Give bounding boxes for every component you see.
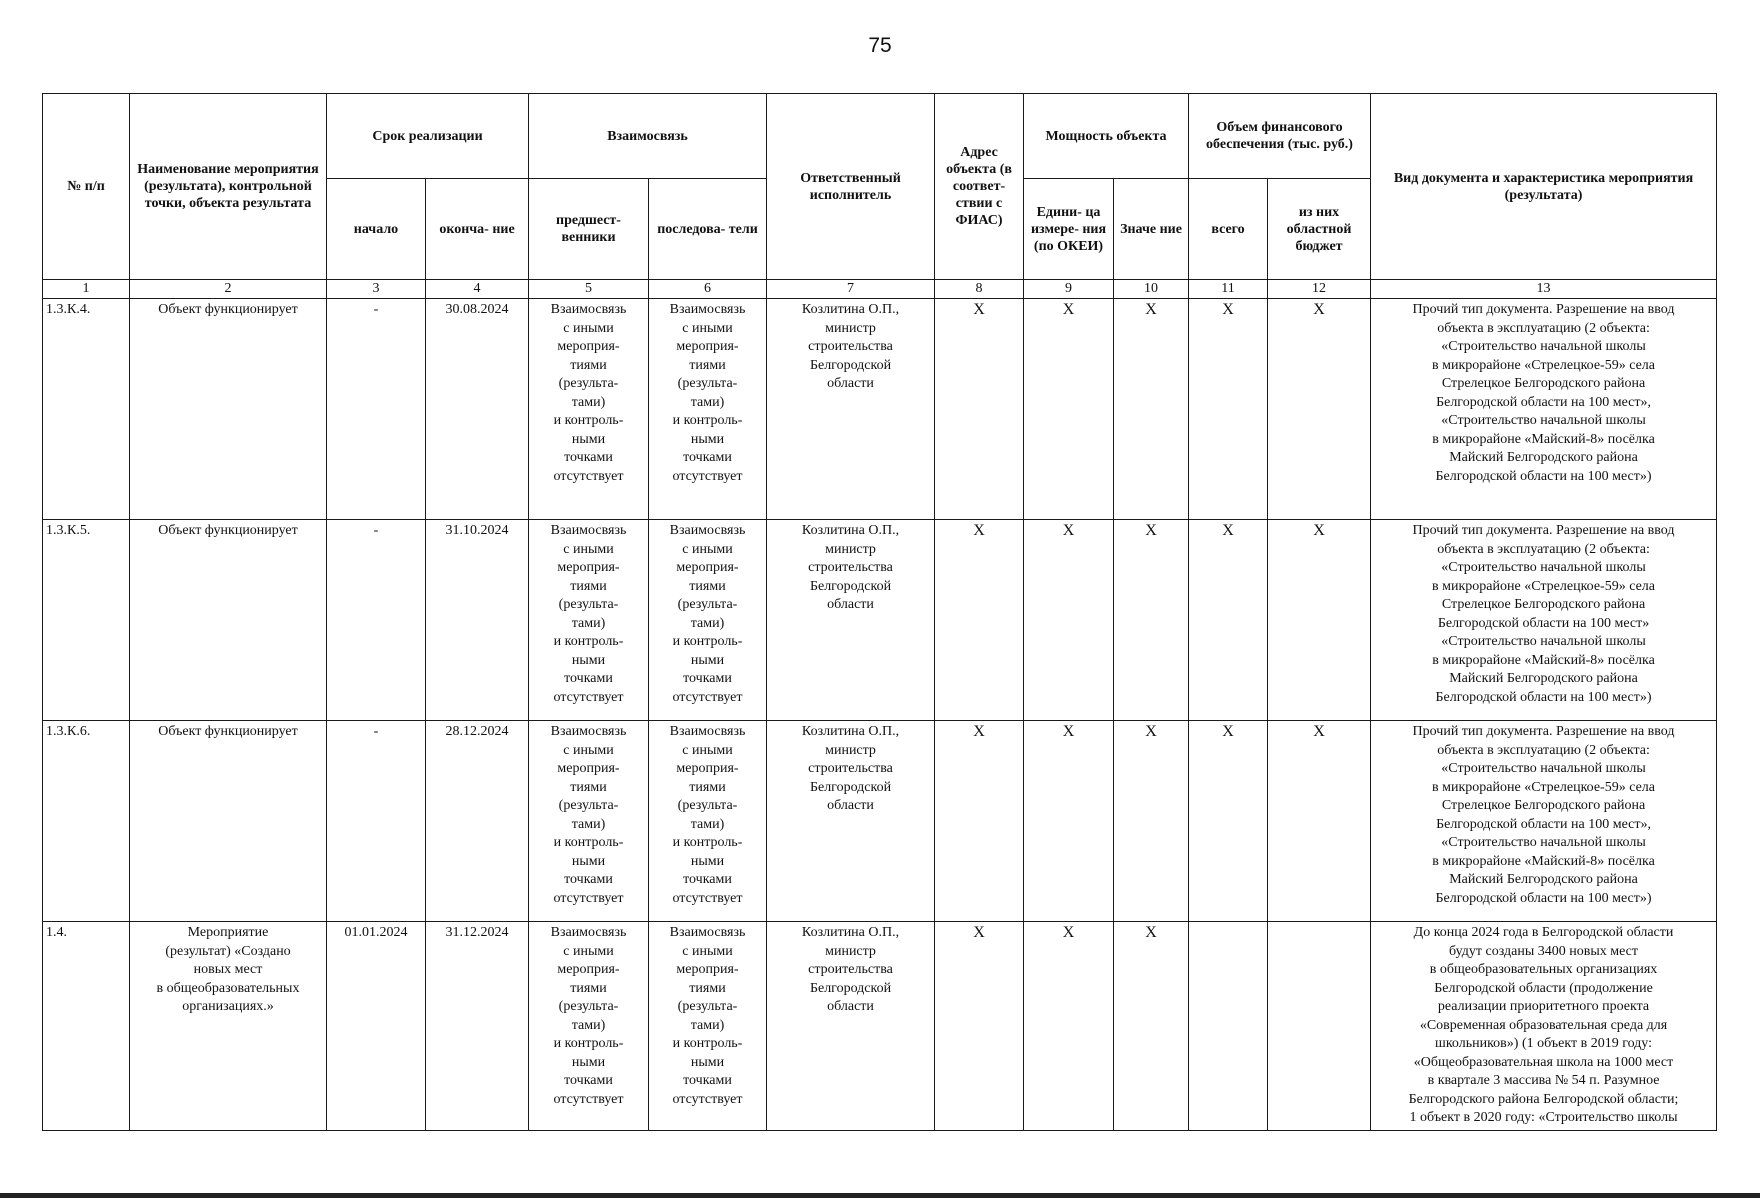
row-address: X [935, 520, 1024, 721]
header-row-top [43, 94, 1717, 179]
row-document: Прочий тип документа. Разрешение на ввод объекта в эксплуатацию (2 объекта: «Строительство начальной школы в микрорайоне «Стрелецкое-59» села Стрелецкое Белгородского района Белгородской области на 100 мест», «Строительство начальной школы в микрорайоне «Майский-8» посёлка Майский Белгородского района Белгородской области на 100 мест») [1371, 721, 1717, 922]
table-row [43, 721, 1717, 922]
header-term-group: Срок реализации [327, 94, 529, 179]
row-total: X [1189, 721, 1268, 922]
header-power-group: Мощность объекта [1024, 94, 1189, 179]
row-regional-budget: X [1268, 721, 1371, 922]
header-unit: Едини- ца измере- ния (по ОКЕИ) [1024, 179, 1114, 280]
column-number: 9 [1024, 280, 1114, 299]
header-regional-budget: из них областной бюджет [1268, 179, 1371, 280]
header-address: Адрес объекта (в соответ- ствии с ФИАС) [935, 94, 1024, 280]
row-number: 1.3.К.6. [43, 721, 130, 922]
measures-table [42, 93, 1717, 1131]
row-successors: Взаимосвязь с иными мероприя- тиями (результа- тами) и контроль- ными точками отсутствует [649, 922, 767, 1131]
header-successors: последова- тели [649, 179, 767, 280]
column-number: 11 [1189, 280, 1268, 299]
row-responsible: Козлитина О.П., министр строительства Белгородской области [767, 922, 935, 1131]
header-relation-group: Взаимосвязь [529, 94, 767, 179]
row-document: Прочий тип документа. Разрешение на ввод объекта в эксплуатацию (2 объекта: «Строительство начальной школы в микрорайоне «Стрелецкое-59» села Стрелецкое Белгородского района Белгородской области на 100 мест», «Строительство начальной школы в микрорайоне «Майский-8» посёлка Майский Белгородского района Белгородской области на 100 мест») [1371, 299, 1717, 520]
row-name: Объект функционирует [130, 299, 327, 520]
row-predecessors: Взаимосвязь с иными мероприя- тиями (результа- тами) и контроль- ными точками отсутствует [529, 922, 649, 1131]
row-start: - [327, 299, 426, 520]
header-finance-group: Объем финансового обеспечения (тыс. руб.) [1189, 94, 1371, 179]
row-value: X [1114, 922, 1189, 1131]
row-number: 1.4. [43, 922, 130, 1131]
row-regional-budget: X [1268, 299, 1371, 520]
header-responsible: Ответственный исполнитель [767, 94, 935, 280]
header-number: № п/п [43, 94, 130, 280]
row-start: - [327, 721, 426, 922]
row-value: X [1114, 299, 1189, 520]
header-value: Значе ние [1114, 179, 1189, 280]
table-row [43, 299, 1717, 520]
column-number: 4 [426, 280, 529, 299]
page-number: 75 [868, 34, 892, 57]
column-number: 5 [529, 280, 649, 299]
row-number: 1.3.К.5. [43, 520, 130, 721]
row-value: X [1114, 520, 1189, 721]
column-number: 6 [649, 280, 767, 299]
row-name: Объект функционирует [130, 520, 327, 721]
column-number: 7 [767, 280, 935, 299]
header-document: Вид документа и характеристика мероприятия (результата) [1371, 94, 1717, 280]
row-document: До конца 2024 года в Белгородской области будут созданы 3400 новых мест в общеобразовательных организациях Белгородской области (продолжение реализации приоритетного проекта «Современная образовательная среда для школьников») (1 объект в 2019 году: «Общеобразовательная школа на 1000 мест в квартале 3 массива № 54 п. Разумное Белгородского района Белгородской области; 1 объект в 2020 году: «Строительство школы [1371, 922, 1717, 1131]
row-unit: X [1024, 299, 1114, 520]
row-end: 31.12.2024 [426, 922, 529, 1131]
header-total: всего [1189, 179, 1268, 280]
column-number: 3 [327, 280, 426, 299]
row-unit: X [1024, 922, 1114, 1131]
row-successors: Взаимосвязь с иными мероприя- тиями (результа- тами) и контроль- ными точками отсутствует [649, 299, 767, 520]
header-predecessors: предшест- венники [529, 179, 649, 280]
column-number: 2 [130, 280, 327, 299]
row-regional-budget [1268, 922, 1371, 1131]
row-end: 28.12.2024 [426, 721, 529, 922]
row-value: X [1114, 721, 1189, 922]
column-number: 13 [1371, 280, 1717, 299]
row-predecessors: Взаимосвязь с иными мероприя- тиями (результа- тами) и контроль- ными точками отсутствует [529, 520, 649, 721]
column-number: 10 [1114, 280, 1189, 299]
row-number: 1.3.К.4. [43, 299, 130, 520]
row-total: X [1189, 299, 1268, 520]
table-row [43, 922, 1717, 1131]
table-row [43, 520, 1717, 721]
row-start: 01.01.2024 [327, 922, 426, 1131]
page-bottom-edge [0, 1193, 1760, 1198]
column-number: 8 [935, 280, 1024, 299]
row-regional-budget: X [1268, 520, 1371, 721]
row-name: Мероприятие (результат) «Создано новых мест в общеобразовательных организациях.» [130, 922, 327, 1131]
row-address: X [935, 721, 1024, 922]
header-start: начало [327, 179, 426, 280]
row-predecessors: Взаимосвязь с иными мероприя- тиями (результа- тами) и контроль- ными точками отсутствует [529, 299, 649, 520]
row-name: Объект функционирует [130, 721, 327, 922]
row-address: X [935, 299, 1024, 520]
row-start: - [327, 520, 426, 721]
row-successors: Взаимосвязь с иными мероприя- тиями (результа- тами) и контроль- ными точками отсутствует [649, 520, 767, 721]
row-document: Прочий тип документа. Разрешение на ввод объекта в эксплуатацию (2 объекта: «Строительство начальной школы в микрорайоне «Стрелецкое-59» села Стрелецкое Белгородского района Белгородской области на 100 мест» «Строительство начальной школы в микрорайоне «Майский-8» посёлка Майский Белгородского района Белгородской области на 100 мест») [1371, 520, 1717, 721]
row-unit: X [1024, 721, 1114, 922]
row-successors: Взаимосвязь с иными мероприя- тиями (результа- тами) и контроль- ными точками отсутствует [649, 721, 767, 922]
row-predecessors: Взаимосвязь с иными мероприя- тиями (результа- тами) и контроль- ными точками отсутствует [529, 721, 649, 922]
row-responsible: Козлитина О.П., министр строительства Белгородской области [767, 299, 935, 520]
header-name: Наименование мероприятия (результата), контрольной точки, объекта результата [130, 94, 327, 280]
row-address: X [935, 922, 1024, 1131]
row-total [1189, 922, 1268, 1131]
row-end: 31.10.2024 [426, 520, 529, 721]
row-total: X [1189, 520, 1268, 721]
header-end: оконча- ние [426, 179, 529, 280]
row-unit: X [1024, 520, 1114, 721]
row-responsible: Козлитина О.П., министр строительства Белгородской области [767, 721, 935, 922]
column-numbers-row [43, 280, 1717, 299]
row-responsible: Козлитина О.П., министр строительства Белгородской области [767, 520, 935, 721]
row-end: 30.08.2024 [426, 299, 529, 520]
column-number: 12 [1268, 280, 1371, 299]
column-number: 1 [43, 280, 130, 299]
